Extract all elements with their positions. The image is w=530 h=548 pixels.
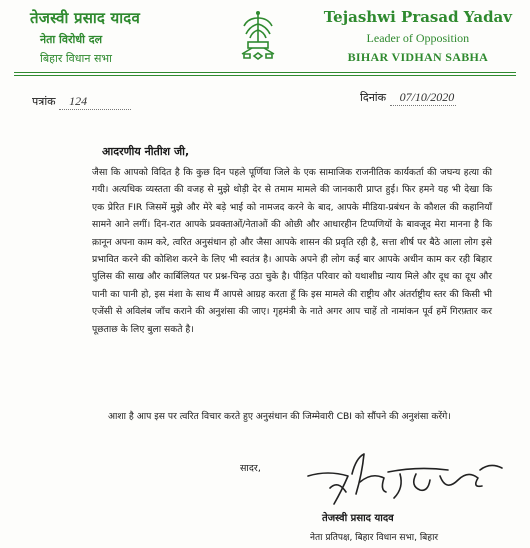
- letter-body-paragraph-2: आशा है आप इस पर त्वरित विचार करते हुए अनुसंधान की जिम्मेवारी CBI को सौंपने की अनुशंसा करेंगे।: [108, 411, 451, 422]
- signatory-title: नेता प्रतिपक्ष, बिहार विधान सभा, बिहार: [310, 533, 439, 543]
- letter-body-paragraph-1: जैसा कि आपको विदित है कि कुछ दिन पहले पूर्णिया जिले के एक सामाजिक राजनीतिक कार्यकर्ता की जघन्य हत्या की गयी। अत्यधिक व्यस्तता की वजह से मुझे थोड़ी देर से तमाम मामले की जानकारी प्राप्त हुई। फिर हमने यह भी देखा कि एक प्रेरित FIR जिसमें मुझे और मेरे बड़े भाई को नामजद करने के बाद, आपके मीडिया-प्रबंधन के कौशल की कहानियाँ सामने आने लगीं। दिन-रात आपके प्रवक्ताओं/नेताओं की ओछी और आधारहीन टिप्पणियों के बावजूद मेरा मानना है कि क़ानून अपना काम करे, त्वरित अनुसंधान हो और जैसा आपके शासन की प्रवृति रही है, सत्ता शीर्ष पर बैठे आला लोग इसे प्रभावित करने की कोशिश करने के लिए भी स्वतंत्र है। आपके अपने ही लोग कई बार आपके अधीन काम कर रही बिहार पुलिस की साख और कार्बिलियत पर प्रश्न-चिन्ह उठा चुके है। पीड़ित परिवार को यथाशीघ्र न्याय मिले और दूध का दूध और पानी का पानी हो, इस मंशा के साथ मैं आपसे आग्रह करता हूँ कि इस मामले की राष्ट्रीय और अंतर्राष्ट्रीय स्तर की किसी भी एजेंसी से अविलंब जाँच कराने की अनुशंसा की जाए। गृहमंत्री के नाते अगर आप चाहें तो नामांकन पूर्व हमें गिरफ़्तार कर पूछताछ के लिए बुला सकते है।: [92, 167, 492, 335]
- reference-value: 124: [69, 94, 88, 108]
- reference-label: पत्रांक: [32, 95, 56, 108]
- reference-number: [32, 94, 131, 110]
- hindi-designation: नेता विरोधी दल: [40, 33, 103, 46]
- english-name: Tejashwi Prasad Yadav: [323, 8, 512, 26]
- header-divider-top: [14, 72, 516, 73]
- handwritten-signature: [300, 452, 510, 508]
- header-divider-bottom: [14, 75, 516, 76]
- hindi-name: तेजस्वी प्रसाद यादव: [30, 9, 140, 27]
- date-value: 07/10/2020: [399, 90, 455, 104]
- letterhead-hindi-block: [30, 8, 140, 66]
- letterhead-english-block: [324, 8, 512, 65]
- english-designation: Leader of Opposition: [366, 31, 470, 45]
- english-house: BIHAR VIDHAN SABHA: [347, 50, 489, 64]
- signatory-name: तेजस्वी प्रसाद यादव: [322, 513, 394, 524]
- date-label: दिनांक: [360, 91, 387, 104]
- closing: सादर,: [240, 463, 261, 474]
- bihar-emblem-icon: [236, 8, 280, 64]
- salutation: आदरणीय नीतीश जी,: [102, 145, 190, 158]
- hindi-house: बिहार विधान सभा: [40, 52, 113, 65]
- letter-date: [360, 90, 456, 106]
